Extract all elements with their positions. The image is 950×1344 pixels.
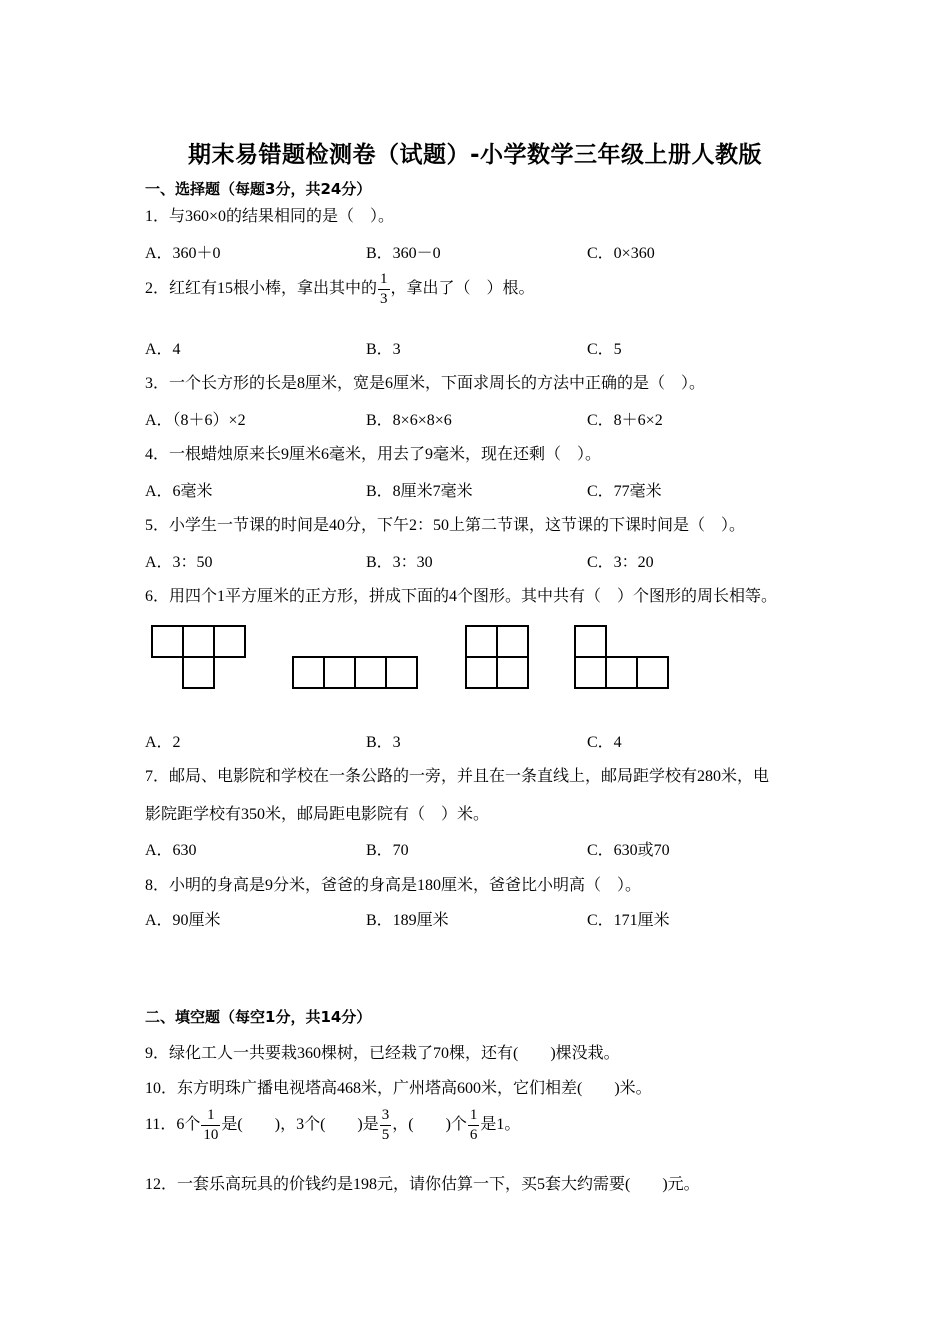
q1-option-a: A．360＋0	[145, 245, 221, 262]
section-heading-fill-in: 二、填空题（每空1分，共14分）	[145, 1008, 372, 1026]
q2-option-c: C．5	[587, 341, 622, 358]
q11-fraction-2	[380, 1108, 392, 1143]
figure-3-square	[466, 657, 497, 688]
q2-option-b: B．3	[366, 341, 401, 358]
figure-1-t-shape	[150, 624, 248, 692]
figure-1-square	[214, 626, 245, 657]
q4-option-b: B．8厘米7毫米	[366, 483, 473, 500]
q7-option-c: C．630或70	[587, 842, 670, 859]
q11-fraction-2-denominator: 5	[381, 1127, 390, 1143]
q11-fraction-1-denominator: 10	[203, 1127, 219, 1143]
q11-fraction-2-numerator: 3	[380, 1108, 392, 1126]
q11-fraction-3-numerator: 1	[468, 1108, 480, 1126]
q3-option-a: A．（8＋6）×2	[145, 412, 246, 429]
q2-text-pre: 2．红红有15根小棒，拿出其中的	[145, 280, 378, 298]
q6-option-a: A．2	[145, 734, 181, 751]
question-7-line-1: 7．邮局、电影院和学校在一条公路的一旁，并且在一条直线上，邮局距学校有280米，电	[145, 768, 770, 785]
figure-3-square	[466, 626, 497, 657]
question-2	[145, 272, 535, 307]
question-1: 1．与360×0的结果相同的是（ ）。	[145, 208, 395, 225]
figure-2-square	[386, 657, 417, 688]
q1-option-b: B．360－0	[366, 245, 441, 262]
question-5: 5．小学生一节课的时间是40分，下午2：50上第二节课，这节课的下课时间是（ ）。	[145, 517, 746, 534]
q11-fraction-3	[468, 1108, 480, 1143]
q11-part-4: 是1。	[480, 1116, 521, 1134]
q11-part-3: ，( )个	[392, 1116, 467, 1134]
figure-4-square	[575, 657, 606, 688]
q1-option-c: C．0×360	[587, 245, 655, 262]
q6-option-b: B．3	[366, 734, 401, 751]
question-10: 10．东方明珠广播电视塔高468米，广州塔高600米，它们相差( )米。	[145, 1080, 652, 1097]
figure-1-square	[183, 657, 214, 688]
figure-3-square	[497, 626, 528, 657]
q7-option-b: B．70	[366, 842, 409, 859]
q2-option-a: A．4	[145, 341, 181, 358]
q6-option-c: C．4	[587, 734, 622, 751]
question-12: 12．一套乐高玩具的价钱约是198元，请你估算一下，买5套大约需要( )元。	[145, 1176, 700, 1193]
q11-part-1: 11．6个	[145, 1116, 201, 1134]
q8-option-c: C．171厘米	[587, 912, 670, 929]
q2-fraction-numerator: 1	[378, 272, 390, 290]
figure-4-square	[575, 626, 606, 657]
question-8: 8．小明的身高是9分米，爸爸的身高是180厘米，爸爸比小明高（ ）。	[145, 877, 642, 894]
figure-2-square	[293, 657, 324, 688]
question-9: 9．绿化工人一共要栽360棵树，已经栽了70棵，还有( )棵没栽。	[145, 1045, 620, 1062]
q8-option-b: B．189厘米	[366, 912, 449, 929]
q3-option-c: C．8＋6×2	[587, 412, 663, 429]
figure-3-square-shape	[464, 624, 531, 692]
figure-4-square	[606, 657, 637, 688]
q8-option-a: A．90厘米	[145, 912, 221, 929]
figure-2-straight-shape	[291, 655, 420, 692]
q4-option-a: A．6毫米	[145, 483, 213, 500]
question-7-line-2: 影院距学校有350米，邮局距电影院有（ ）米。	[145, 806, 490, 823]
question-4: 4．一根蜡烛原来长9厘米6毫米，用去了9毫米，现在还剩（ ）。	[145, 446, 602, 463]
q2-text-post: ，拿出了（ ）根。	[390, 280, 535, 298]
q3-option-b: B．8×6×8×6	[366, 412, 452, 429]
question-3: 3．一个长方形的长是8厘米，宽是6厘米，下面求周长的方法中正确的是（ ）。	[145, 375, 706, 392]
figure-3-square	[497, 657, 528, 688]
q7-option-a: A．630	[145, 842, 197, 859]
q5-option-a: A．3：50	[145, 554, 213, 571]
q2-fraction	[378, 272, 390, 307]
figure-4-square	[637, 657, 668, 688]
q5-option-c: C．3：20	[587, 554, 654, 571]
question-11	[145, 1108, 520, 1143]
q11-fraction-3-denominator: 6	[469, 1127, 478, 1143]
question-6: 6．用四个1平方厘米的正方形，拼成下面的4个图形。其中共有（ ）个图形的周长相等。	[145, 588, 778, 605]
section-heading-choice: 一、选择题（每题3分，共24分）	[145, 180, 372, 198]
q4-option-c: C．77毫米	[587, 483, 662, 500]
q11-fraction-1	[201, 1108, 220, 1143]
q11-part-2: 是( )，3个( )是	[221, 1116, 379, 1134]
figure-1-square	[152, 626, 183, 657]
figure-4-l-shape	[573, 624, 671, 692]
page-title: 期末易错题检测卷（试题）-小学数学三年级上册人教版	[187, 142, 763, 168]
q11-fraction-1-numerator: 1	[201, 1108, 220, 1126]
q2-fraction-denominator: 3	[380, 291, 388, 307]
figure-2-square	[324, 657, 355, 688]
figure-1-square	[183, 626, 214, 657]
figure-2-square	[355, 657, 386, 688]
q5-option-b: B．3：30	[366, 554, 433, 571]
